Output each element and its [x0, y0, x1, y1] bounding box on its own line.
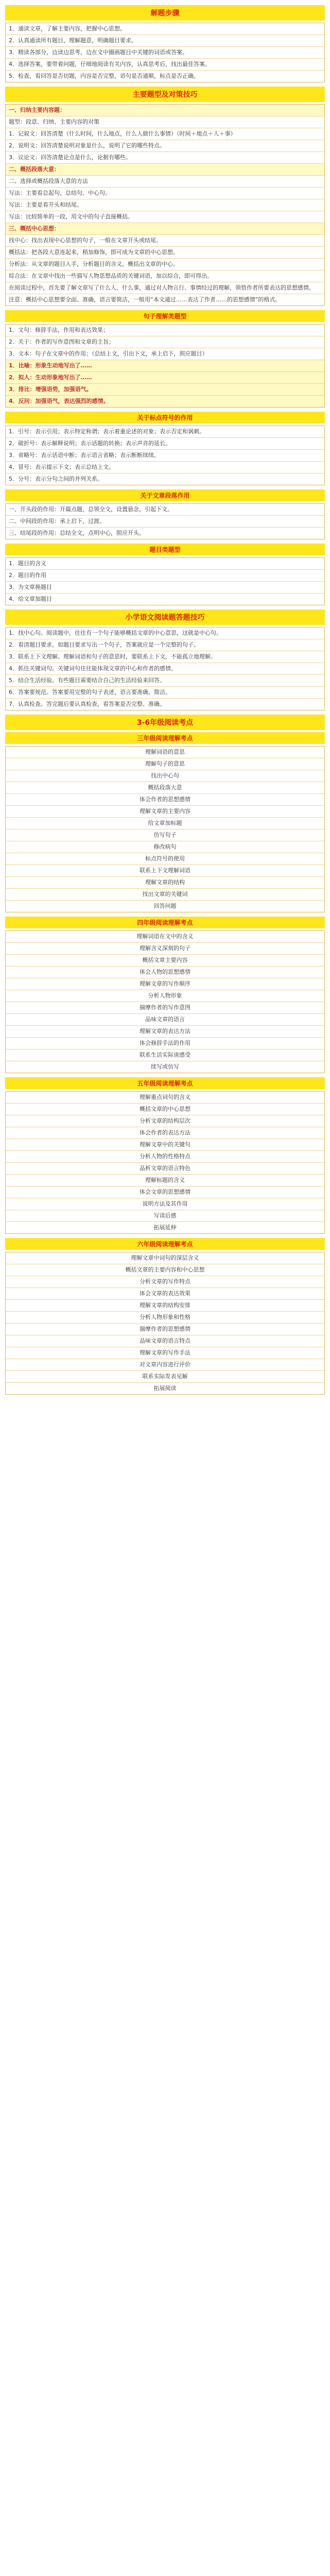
list-item: 分析人物形象和性格 — [6, 1312, 324, 1324]
list-item: 体会修辞手法的作用 — [6, 1038, 324, 1049]
list-item: 1．找中心句。阅读题中，往往有一个句子能够概括文章的中心意思，这就是中心句。 — [6, 628, 324, 639]
list-item: 6．答案要规范。答案要用完整的句子表述，语言要准确、简洁。 — [6, 687, 324, 699]
section-subtitle: 四年级阅读理解考点 — [5, 917, 325, 928]
strategy-list — [5, 104, 325, 306]
section-title: 主要题型及对策技巧 — [5, 87, 325, 102]
list-item: 概括文章的中心思想 — [6, 1104, 324, 1115]
list-item: 理解重点词句的含义 — [6, 1092, 324, 1104]
list-item: 拓展阅读 — [153, 1385, 177, 1392]
list-item: 4．抓住关键词句。关键词句往往能体现文章的中心和作者的感情。 — [6, 663, 324, 675]
list-item: 5．分号：表示分句之间的并列关系。 — [9, 476, 103, 482]
section-subtitle: 三年级阅读理解考点 — [5, 732, 325, 744]
list-item: 题型：段意、归纳、主要内容的对策 — [6, 116, 324, 128]
list-item: 联系实际发表见解 — [6, 1371, 324, 1383]
list-item: 分析法：从文章的题目入手，分析题目的含义，概括出文章的中心。 — [6, 259, 324, 270]
list-item: 拓展延伸 — [153, 1224, 177, 1231]
list-item: 在阅读过程中，首先要了解文章写了什么人、什么事，通过对人物言行、事情经过的理解，领悟作者所要表达的思想感情。 — [6, 282, 324, 294]
list-item: 理解文章的主要内容 — [6, 806, 324, 818]
list-item: 3．联系上下文理解。理解词语和句子的意思时，要联系上下文，不能孤立地理解。 — [6, 651, 324, 663]
list-item: 品味文章的语言 — [6, 1014, 324, 1026]
sentence-list — [5, 324, 325, 408]
list-item: 2．拟人：生动形象地写出了…… — [6, 372, 324, 384]
list-item: 联系上下文理解词语 — [6, 865, 324, 877]
list-item: 4．冒号：表示提示下文；表示总结上文。 — [6, 462, 324, 473]
list-item: 综合法：在文章中找出一些描写人物思想品质的关键词语，加以综合，即可得出。 — [6, 270, 324, 282]
list-item: 找中心：找出表现中心思想的句子，一般在文章开头或结尾。 — [6, 235, 324, 247]
list-item: 分析文章的写作特点 — [6, 1276, 324, 1288]
list-item: 二、中间段的作用：承上启下，过渡。 — [6, 516, 324, 528]
list-item: 概括段落大意 — [6, 782, 324, 794]
list-item: 三、结尾段的作用：总结全文，点明中心，照应开头。 — [9, 530, 145, 536]
list-item: 3．议论文：回答清楚论点是什么，论据有哪些。 — [6, 152, 324, 164]
list-item: 品味文章的语言特点 — [6, 1335, 324, 1347]
list-item: 修改病句 — [6, 841, 324, 853]
paragraph-list — [5, 503, 325, 539]
list-item: 4．反问：加强语气，表达强烈的感情。 — [6, 396, 324, 407]
section-title: 题目类题型 — [5, 544, 325, 555]
section-title: 小学语文阅读题答题技巧 — [5, 609, 325, 625]
list-item: 3．精读各部分，边读边思考，边在文中圈画题目中关键的词语或答案。 — [6, 47, 324, 59]
list-item: 仿写句子 — [6, 829, 324, 841]
list-item: 1．比喻：形象生动地写出了…… — [6, 360, 324, 372]
list-item: 写法：主要是看开头和结尾。 — [6, 199, 324, 211]
list-item: 分析人物形象 — [6, 990, 324, 1002]
section-title: 3-6年级阅读考点 — [5, 715, 325, 730]
list-item: 一、开头段的作用：开篇点题，总领全文，设置悬念，引起下文。 — [6, 504, 324, 516]
list-item: 找出文章的关键词 — [6, 889, 324, 901]
list-item: 理解文章的写作顺序 — [6, 978, 324, 990]
list-item: 品析文章的语言特色 — [6, 1163, 324, 1175]
section-subtitle: 六年级阅读理解考点 — [5, 1238, 325, 1250]
list-item: 写法：主要看总起句、总结句、中心句。 — [6, 188, 324, 199]
list-item: 2．说明文：回答清楚说明对象是什么，说明了它的哪些特点。 — [6, 140, 324, 152]
list-item: 1．通读文章，了解主要内容，把握中心思想。 — [6, 23, 324, 35]
list-item: 理解文章的结构 — [6, 877, 324, 889]
list-item: 概括文章主要内容 — [6, 955, 324, 967]
list-item: 7．认真检查。答完题后要认真检查，看答案是否完整、准确。 — [9, 701, 165, 707]
grade4-list — [5, 930, 325, 1073]
list-item: 二、选择或概括段落大意的方法 — [6, 176, 324, 188]
list-item: 4．给文章加题目 — [9, 596, 52, 602]
list-item: 5．检查，看回答是否切题，内容是否完整，语句是否通顺，标点是否正确。 — [9, 73, 199, 79]
section-title: 解题步骤 — [5, 5, 325, 21]
list-item: 写法：比较简单的一段，用文中的句子直接概括。 — [6, 211, 324, 223]
list-item: 概括文章的主要内容和中心思想 — [6, 1264, 324, 1276]
list-item: 5．结合生活经验。有些题目需要结合自己的生活经验来回答。 — [6, 675, 324, 687]
list-item: 理解文章的结构安排 — [6, 1300, 324, 1312]
list-item: 三、概括中心思想： — [6, 223, 324, 235]
list-item: 4．选择答案，要带着问题，仔细地阅读有关内容，认真思考后，找出最佳答案。 — [6, 59, 324, 71]
grade3-list — [5, 746, 325, 912]
list-item: 1．记叙文：回答清楚（什么时间，什么地点，什么人做什么事情）（时间＋地点＋人＋事） — [6, 128, 324, 140]
list-item: 理解句子的意思 — [6, 758, 324, 770]
list-item: 理解文章中的关键句 — [6, 1139, 324, 1151]
list-item: 3．文本：句子在文章中的作用；（总结上文，引出下文，承上启下，照应题目） — [6, 348, 324, 360]
list-item: 1．引号：表示引用；表示特定称谓；表示着重论述的对象；表示否定和讽刺。 — [6, 426, 324, 438]
list-item: 找出中心句 — [6, 770, 324, 782]
list-item: 理解含义深刻的句子 — [6, 943, 324, 955]
list-item: 标点符号的使用 — [6, 853, 324, 865]
list-item: 2．认真通读所有题目，理解题意，明确题目要求。 — [6, 35, 324, 47]
list-item: 体会文章的表达效果 — [6, 1288, 324, 1300]
list-item: 1．题目的含义 — [6, 558, 324, 570]
list-item: 揣摩作者的写作意图 — [6, 1002, 324, 1014]
list-item: 理解词语在文中的含义 — [6, 931, 324, 943]
list-item: 说明方法及其作用 — [6, 1198, 324, 1210]
list-item: 理解标题的含义 — [6, 1175, 324, 1187]
list-item: 1．文句：修辞手法，作用和表达效果； — [6, 325, 324, 336]
list-item: 对文章内容进行评价 — [6, 1359, 324, 1371]
list-item: 3．排比：增强语势，加强语气。 — [6, 384, 324, 396]
list-item: 2．关于：作者的写作意图和文章的主旨； — [6, 336, 324, 348]
list-item: 二、概括段落大意： — [6, 164, 324, 176]
list-item: 理解文章的表达方法 — [6, 1026, 324, 1038]
list-item: 写读后感 — [6, 1210, 324, 1222]
list-item: 联系生活实际谈感受 — [6, 1049, 324, 1061]
list-item: 体会文章的思想感情 — [6, 1187, 324, 1198]
list-item: 理解词语的意思 — [6, 747, 324, 758]
list-item: 概括法：把各段大意连起来，稍加修饰，即可成为文章的中心思想。 — [6, 247, 324, 259]
list-item: 给文章加标题 — [6, 818, 324, 829]
list-item: 2．题目的作用 — [6, 570, 324, 582]
list-item: 注意：概括中心思想要全面、准确，语言要简洁，一般用“本文通过……表达了作者……的思想感情”的格式。 — [9, 296, 281, 303]
list-item: 理解文章中词句的深层含义 — [6, 1252, 324, 1264]
tips-list — [5, 627, 325, 710]
list-item: 分析文章的结构层次 — [6, 1115, 324, 1127]
list-item: 一、归纳主要内容题： — [6, 105, 324, 116]
list-item: 理解文章的写作手法 — [6, 1347, 324, 1359]
list-item: 2．看清题目要求。如题目要求写出一个句子，答案就应是一个完整的句子。 — [6, 639, 324, 651]
section-title: 句子理解类题型 — [5, 310, 325, 322]
list-item: 分析人物的性格特点 — [6, 1151, 324, 1163]
list-item: 2．破折号：表示解释说明；表示话题的转换；表示声音的延长。 — [6, 438, 324, 450]
list-item: 3．省略号：表示话语中断；表示语言省略；表示断断续续。 — [6, 450, 324, 462]
grade5-list — [5, 1091, 325, 1234]
grade6-list — [5, 1252, 325, 1395]
title-list — [5, 557, 325, 605]
list-item: 回答问题 — [153, 903, 177, 909]
list-item: 揣摩作者的思想感情 — [6, 1324, 324, 1335]
steps-list — [5, 23, 325, 82]
section-title: 关于文章段落作用 — [5, 489, 325, 501]
list-item: 体会人物的思想感情 — [6, 967, 324, 978]
punctuation-list — [5, 426, 325, 485]
list-item: 3．为文章换题目 — [6, 582, 324, 594]
section-subtitle: 五年级阅读理解考点 — [5, 1077, 325, 1089]
list-item: 续写或仿写 — [151, 1063, 179, 1070]
list-item: 体会作者的思想感情 — [6, 794, 324, 806]
section-title: 关于标点符号的作用 — [5, 412, 325, 423]
list-item: 体会作者的表达方法 — [6, 1127, 324, 1139]
